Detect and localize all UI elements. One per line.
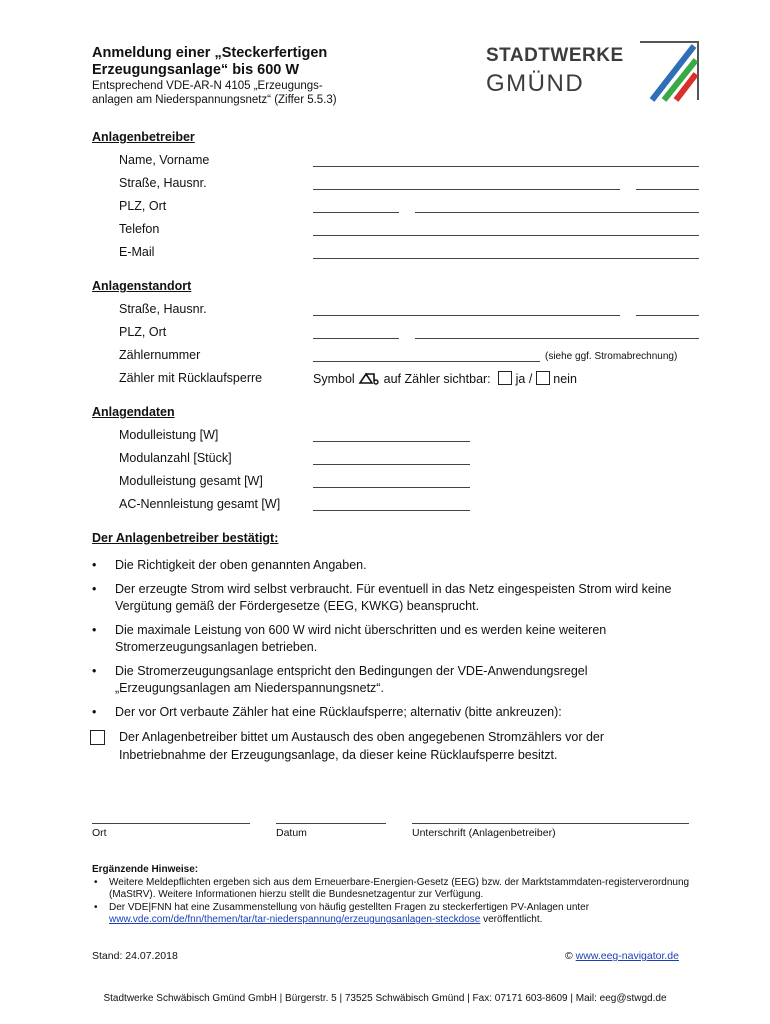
label-standort-strasse: Straße, Hausnr. — [119, 302, 207, 316]
signature-ort-line[interactable] — [92, 823, 250, 824]
section-heading-anlagenbetreiber: Anlagenbetreiber — [92, 130, 195, 144]
label-strasse: Straße, Hausnr. — [119, 176, 207, 190]
nein-checkbox[interactable] — [536, 371, 550, 385]
signature-ort-label: Ort — [92, 827, 107, 839]
hinweise-heading: Ergänzende Hinweise: — [92, 864, 199, 875]
form-subtitle — [92, 80, 337, 107]
bestaetigung-list — [92, 557, 692, 727]
ruecklaufsperre-symbol-icon — [358, 371, 380, 385]
hinweise-item-2 — [92, 902, 692, 927]
ruecklauf-symbol-row — [313, 371, 577, 386]
title-line-1: Anmeldung einer „Steckerfertigen — [92, 45, 328, 61]
label-modulanzahl: Modulanzahl [Stück] — [119, 451, 232, 465]
ja-checkbox[interactable] — [498, 371, 512, 385]
subtitle-line-2: anlagen am Niederspannungsnetz“ (Ziffer 5.5.3) — [92, 93, 337, 106]
signature-datum-label: Datum — [276, 827, 307, 839]
stadtwerke-logo — [483, 40, 703, 104]
title-line-2: Erzeugungsanlage“ bis 600 W — [92, 62, 300, 78]
label-ac-nennleistung: AC-Nennleistung gesamt [W] — [119, 497, 281, 511]
label-ruecklaufsperre: Zähler mit Rücklaufsperre — [119, 371, 263, 385]
label-plz: PLZ, Ort — [119, 199, 167, 213]
list-item: • Die Stromerzeugungsanlage entspricht den Bedingungen der VDE-Anwendungsregel „Erzeugungsanlagen am Niederspannungsnetz“. — [92, 663, 692, 698]
austausch-text: Der Anlagenbetreiber bittet um Austausch des oben angegebenen Stromzählers vor der Inbetriebnahme der Erzeugungsanlage, da dieser keine Rücklaufsperre besitzt. — [119, 730, 605, 762]
field-standort-plz-line[interactable] — [313, 338, 399, 339]
copyright-symbol: © — [565, 950, 576, 962]
logo-stripes-icon — [638, 40, 700, 102]
label-standort-plz: PLZ, Ort — [119, 325, 167, 339]
field-ac-nennleistung-line[interactable] — [313, 510, 470, 511]
symbol-prefix: Symbol — [313, 372, 355, 386]
field-zaehlernummer-line[interactable] — [313, 361, 540, 362]
logo-text-line-1: STADTWERKE — [486, 45, 624, 66]
hinweise-item-1: • Weitere Meldepflichten ergeben sich aus dem Erneuerbare-Energien-Gesetz (EEG) bzw. der Marktstammdaten-registerverordnung (MaStRV). Weitere Informationen hierzu stellt die Bundesnetzagentur zur Verfügung. — [92, 877, 692, 902]
symbol-suffix: auf Zähler sichtbar: — [383, 372, 491, 386]
page-footer: Stadtwerke Schwäbisch Gmünd GmbH | Bürgerstr. 5 | 73525 Schwäbisch Gmünd | Fax: 07171 603-8609 | Mail: eeg@stwgd.de — [103, 993, 667, 1004]
field-strasse-line[interactable] — [313, 189, 620, 190]
subtitle-line-1: Entsprechend VDE-AR-N 4105 „Erzeugungs- — [92, 80, 323, 92]
copyright — [565, 950, 679, 962]
eeg-navigator-link[interactable]: www.eeg-navigator.de — [575, 950, 679, 962]
vde-faq-link[interactable]: www.vde.com/de/fnn/themen/tar/tar-niederspannung/erzeugungsanlagen-steckdose — [109, 914, 481, 925]
section-heading-anlagenstandort: Anlagenstandort — [92, 279, 192, 293]
label-email: E-Mail — [119, 245, 155, 259]
field-telefon-line[interactable] — [313, 235, 699, 236]
label-zaehlernummer: Zählernummer — [119, 348, 201, 362]
field-email-line[interactable] — [313, 258, 699, 259]
list-item: • Die maximale Leistung von 600 W wird nicht überschritten und es werden keine weiteren Stromerzeugungsanlagen betrieben. — [92, 622, 692, 657]
field-standort-ort-line[interactable] — [415, 338, 699, 339]
label-name: Name, Vorname — [119, 153, 210, 167]
field-ort-line[interactable] — [415, 212, 699, 213]
stand-date: Stand: 24.07.2018 — [92, 950, 178, 962]
field-plz-line[interactable] — [313, 212, 399, 213]
logo-text-line-2: GMÜND — [486, 70, 585, 97]
label-modulleistung: Modulleistung [W] — [119, 428, 219, 442]
field-modulanzahl-line[interactable] — [313, 464, 470, 465]
signature-unterschrift-line[interactable] — [412, 823, 689, 824]
ja-label: ja / — [515, 372, 533, 386]
hinweise-item-2-text: Der VDE|FNN hat eine Zusammenstellung von häufig gestellten Fragen zu steckerfertigen PV-Anlagen unter — [109, 901, 590, 913]
field-modulleistung-gesamt-line[interactable] — [313, 487, 470, 488]
list-item: • Der vor Ort verbaute Zähler hat eine Rücklaufsperre; alternativ (bitte ankreuzen): — [92, 704, 692, 722]
section-heading-anlagendaten: Anlagendaten — [92, 405, 175, 419]
label-telefon: Telefon — [119, 222, 160, 236]
form-title — [92, 45, 327, 79]
field-modulleistung-line[interactable] — [313, 441, 470, 442]
field-standort-hausnr-line[interactable] — [636, 315, 699, 316]
field-name-line[interactable] — [313, 166, 699, 167]
section-heading-bestaetigung: Der Anlagenbetreiber bestätigt: — [92, 531, 279, 545]
signature-datum-line[interactable] — [276, 823, 386, 824]
field-standort-strasse-line[interactable] — [313, 315, 620, 316]
field-hausnr-line[interactable] — [636, 189, 699, 190]
nein-label: nein — [553, 372, 577, 386]
zaehler-hint: (siehe ggf. Stromabrechnung) — [545, 351, 678, 362]
label-modulleistung-gesamt: Modulleistung gesamt [W] — [119, 474, 263, 488]
list-item: • Der erzeugte Strom wird selbst verbraucht. Für eventuell in das Netz eingespeisten Strom wird keine Vergütung gemäß der Fördergesetze (EEG, KWKG) beansprucht. — [92, 581, 692, 616]
signature-unterschrift-label: Unterschrift (Anlagenbetreiber) — [412, 827, 556, 839]
list-item: • Die Richtigkeit der oben genannten Angaben. — [92, 557, 692, 575]
hinweise-item-2-tail: veröffentlicht. — [480, 914, 543, 925]
hinweise-section — [92, 864, 692, 927]
austausch-checkbox[interactable] — [90, 730, 105, 745]
